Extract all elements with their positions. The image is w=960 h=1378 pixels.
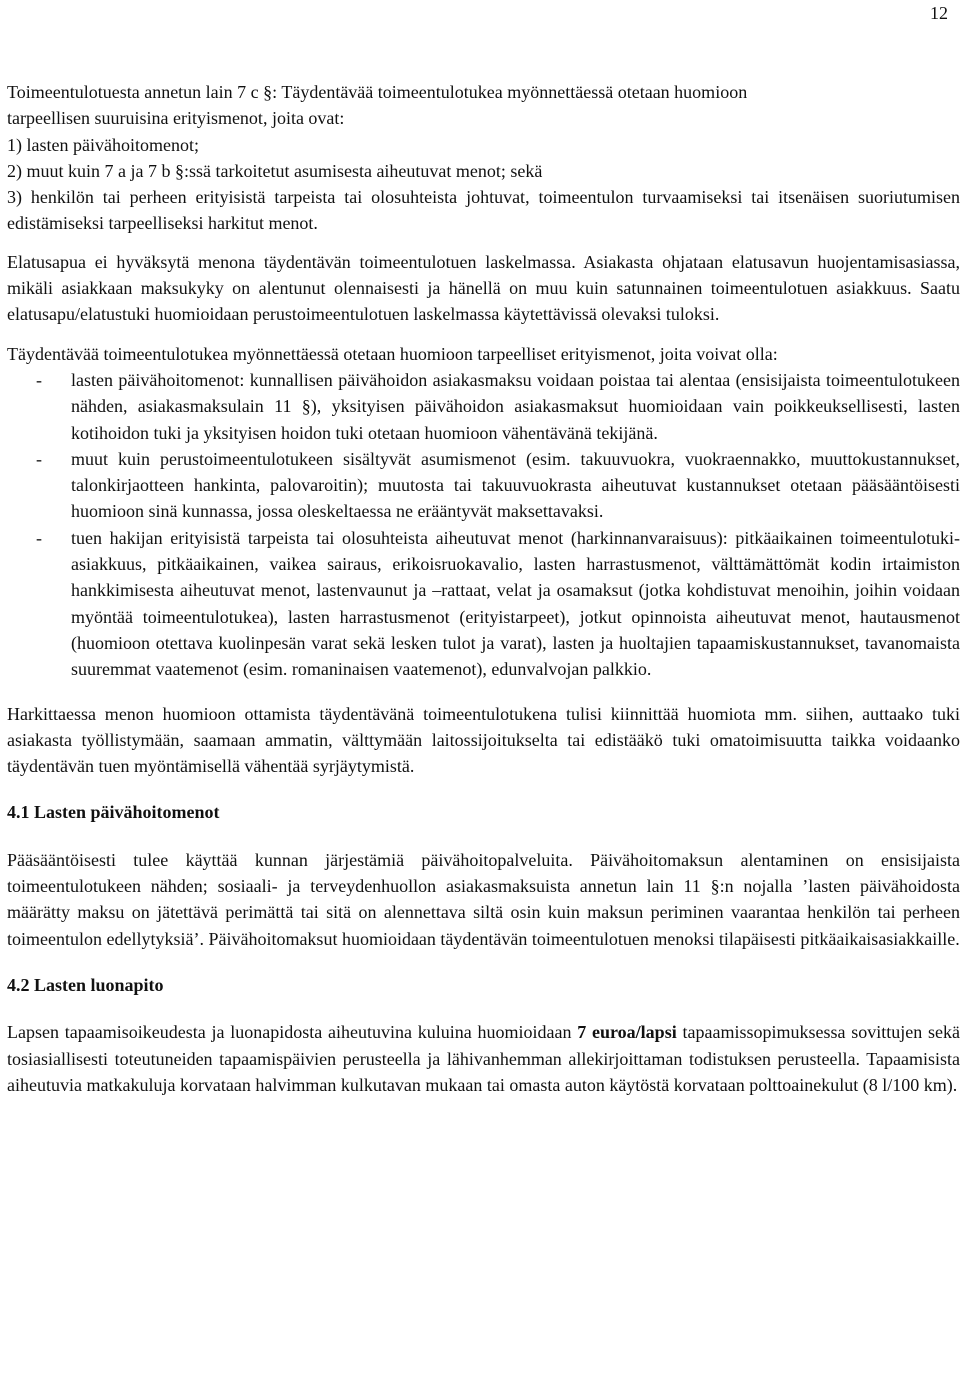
law-quote-item-3: 3) henkilön tai perheen erityisistä tarpeista tai olosuhteista johtuvat, toimeentulon turvaamiseksi tai itsenäisen suoriutumisen edistämiseksi tarpeelliseksi harkitut menot. xyxy=(7,187,960,234)
list-item-text: muut kuin perustoimeentulotukeen sisältyvät asumismenot (esim. takuuvuokra, vuokraennakko, muuttokustannukset, talonkirjaotteen hankinta, palovaroitin); muutosta tai takuuvuokrasta aiheutuvat kustannukset otetaan pääsääntöisesti huomioon sinä kunnassa, jossa oleskeltaessa ne erääntyvät maksettavaksi. xyxy=(71,448,960,522)
page-number: 12 xyxy=(930,3,948,23)
law-quote xyxy=(7,79,960,237)
law-quote-item-2: 2) muut kuin 7 a ja 7 b §:ssä tarkoitetut asumisesta aiheutuvat menot; sekä xyxy=(7,160,543,181)
erityismenot-intro: Täydentävää toimeentulotukea myönnettäessä otetaan huomioon tarpeelliset erityismenot, joita voivat olla: xyxy=(7,343,778,364)
law-quote-line: Toimeentulotuesta annetun lain 7 c §: Täydentävää toimeentulotukea myönnettäessä otetaan huomioon xyxy=(7,82,748,102)
list-item xyxy=(7,446,960,525)
list-item-text: tuen hakijan erityisistä tarpeista tai olosuhteista aiheutuvat menot (harkinnanvaraisuus): pitkäaikainen toimeentulotuki-asiakkuus, pitkäaikainen, vaikea sairaus, erikoisruokavalio, lasten harrastusmenot, välttämättömät kodin irtaimiston hankkimisesta aiheutuvat menot, lastenvaunut ja –rattaat, velat ja osamaksut (jotka kohdistuvat menoihin, joihin voidaan myöntää toimeentulotukea), lasten harrastusmenot (erityistarpeet), jotkut opinnoista aiheutuvat menot, hautausmenot (huomioon otettava kuolinpesän varat sekä lesken tulot ja varat), lasten ja huoltajien tapaamiskustannukset, tavanomaista suuremmat vaatemenot (esim. romaninaisen vaatemenot), edunvalvojan palkkio. xyxy=(71,527,960,680)
section-4-2-text-start: Lapsen tapaamisoikeudesta ja luonapidosta aiheutuvina kuluina huomioidaan xyxy=(7,1022,578,1043)
law-quote-line: tarpeellisen suuruisina erityismenot, joita ovat: xyxy=(7,108,345,129)
section-4-2-text-end: tapaamissopimuksessa sovittujen sekä tosiasiallisesti toteutuneiden tapaamispäivien perusteella ja lähivanhemman allekirjoittaman todistuksen perusteella. Tapaamisista aiheutuvia matkakuluja korvataan halvimman kulkutavan mukaan tai omasta auton käytöstä korvataan polttoainekulut (8 l/100 km). xyxy=(7,1022,960,1095)
amount-emphasis: 7 euroa/lapsi xyxy=(577,1022,677,1043)
elatusapu-paragraph: Elatusapua ei hyväksytä menona täydentävän toimeentulotuen laskelmassa. Asiakasta ohjataan elatusavun huojentamisasiassa, mikäli asiakkaan maksukyky on alentunut olennaisesti ja hänellä on muu kuin satunnainen toimeentulotuen asiakkuus. Saatu elatusapu/elatustuki huomioidaan perustoimeentulotuen laskelmassa käytettävissä olevaksi tuloksi. xyxy=(7,251,960,325)
harkinta-paragraph: Harkittaessa menon huomioon ottamista täydentävänä toimeentulotukena tulisi kiinnittää huomiota mm. siihen, auttaako tuki asiakasta työllistymään, saamaan ammatin, välttymään laitossijoitukselta tai edistääkö tuki omatoimisuutta taikka voidaanko täydentävän tuen myöntämisellä vähentää syrjäytymistä. xyxy=(7,703,960,777)
list-item xyxy=(7,367,960,446)
law-quote-item-1: 1) lasten päivähoitomenot; xyxy=(7,134,199,155)
section-heading-4-1: 4.1 Lasten päivähoitomenot xyxy=(7,802,220,823)
document-body xyxy=(7,79,960,1098)
dash-bullet: - xyxy=(36,448,42,469)
section-heading-4-2: 4.2 Lasten luonapito xyxy=(7,974,164,995)
dash-bullet: - xyxy=(36,369,42,390)
list-item-text: lasten päivähoitomenot: kunnallisen päivähoidon asiakasmaksu voidaan poistaa tai alentaa (ensisijaista toimeentulotukeen nähden, asiakasmaksulain 11 §), yksityisen päivähoidon asiakasmaksut huomioidaan vain poikkeuksellisesti, lasten kotihoidon tuki ja yksityisen hoidon tuki otetaan huomioon vähentävänä tekijänä. xyxy=(71,369,960,443)
erityismenot-list xyxy=(7,367,960,683)
dash-bullet: - xyxy=(36,527,42,548)
list-item xyxy=(7,525,960,683)
section-4-2-text xyxy=(7,1019,960,1098)
section-4-1-text: Pääsääntöisesti tulee käyttää kunnan järjestämiä päivähoitopalveluita. Päivähoitomaksun alentaminen on ensisijaista toimeentulotukeen nähden; sosiaali- ja terveydenhuollon asiakasmaksuista annetun lain 11 §:n nojalla ’lasten päivähoidosta määrätty maksu on jätettävä perimättä tai sitä on alennettava siltä osin kuin maksun periminen vaarantaa henkilön tai perheen toimeentulon edellytyksiä’. Päivähoitomaksut huomioidaan täydentävän toimeentulotuen menoksi tilapäisesti pitkäaikaisasiakkaille. xyxy=(7,849,960,949)
